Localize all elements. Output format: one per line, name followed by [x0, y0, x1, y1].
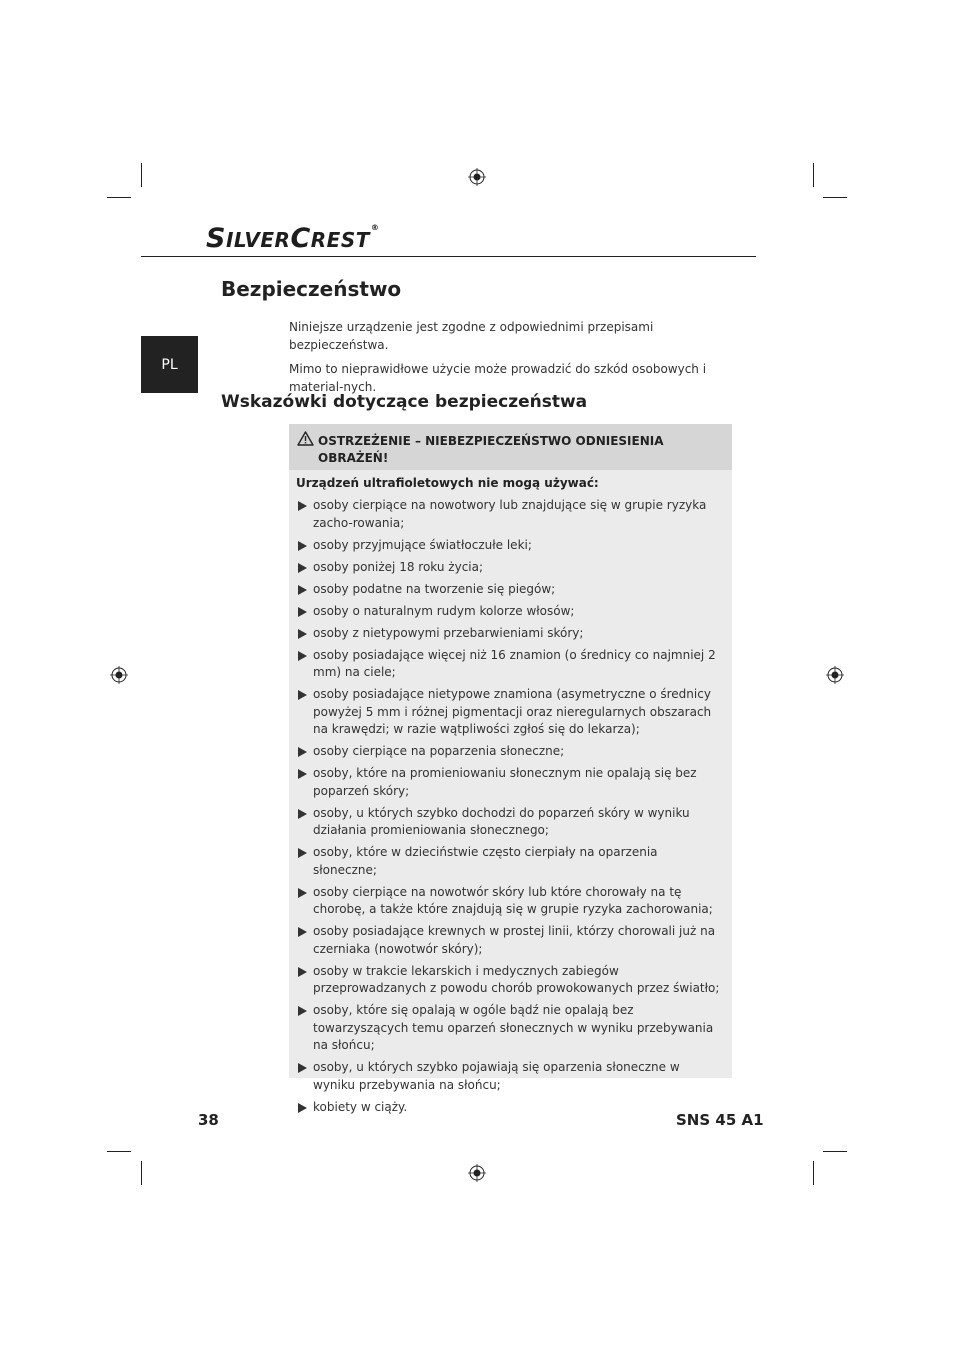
arrow-right-icon [298, 769, 307, 779]
list-item: osoby cierpiące na nowotwór skóry lub które chorowały na tę chorobę, a także które znajdują się w grupie ryzyka zachorowania; [296, 884, 724, 919]
language-tab [141, 336, 198, 393]
intro-text [289, 319, 734, 396]
arrow-right-icon [298, 809, 307, 819]
warning-box [289, 424, 732, 1114]
registration-mark-icon [468, 1164, 486, 1182]
arrow-right-icon [298, 888, 307, 898]
crop-mark [141, 1161, 142, 1185]
brand-logo: SILVERCREST® [206, 223, 380, 254]
arrow-right-icon [298, 967, 307, 977]
crop-mark [813, 163, 814, 187]
list-item: osoby cierpiące na poparzenia słoneczne; [296, 743, 724, 761]
intro-paragraph: Niniejsze urządzenie jest zgodne z odpowiednimi przepisami bezpieczeństwa. [289, 320, 654, 352]
list-item: osoby posiadające nietypowe znamiona (asymetryczne o średnicy powyżej 5 mm i różnej pigmentacji oraz nieregularnych obszarach na krawędzi; w razie wątpliwości zgłoś się do lekarza); [296, 686, 724, 739]
list-item: osoby o naturalnym rudym kolorze włosów; [296, 603, 724, 621]
arrow-right-icon [298, 501, 307, 511]
warning-header [289, 424, 732, 470]
list-item: osoby w trakcie lekarskich i medycznych zabiegów przeprowadzanych z powodu chorób prowokowanych przez światło; [296, 963, 724, 998]
arrow-right-icon [298, 629, 307, 639]
crop-mark [141, 163, 142, 187]
registration-mark-icon [110, 666, 128, 684]
list-item: osoby posiadające więcej niż 16 znamion (o średnicy co najmniej 2 mm) na ciele; [296, 647, 724, 682]
header-divider [141, 256, 756, 257]
arrow-right-icon [298, 651, 307, 661]
arrow-right-icon [298, 1063, 307, 1073]
list-item: kobiety w ciąży. [296, 1099, 724, 1117]
warning-triangle-icon [297, 431, 314, 446]
arrow-right-icon [298, 927, 307, 937]
list-item: osoby podatne na tworzenie się piegów; [296, 581, 724, 599]
subsection-title: Wskazówki dotyczące bezpieczeństwa [221, 392, 588, 412]
warning-list [296, 497, 724, 1121]
intro-paragraph: Mimo to nieprawidłowe użycie może prowadzić do szkód osobowych i material-nych. [289, 362, 707, 394]
list-item: osoby z nietypowymi przebarwieniami skóry; [296, 625, 724, 643]
registration-mark-icon [826, 666, 844, 684]
registration-mark-icon [468, 168, 486, 186]
arrow-right-icon [298, 848, 307, 858]
list-item: osoby, które się opalają w ogóle bądź nie opalają bez towarzyszących temu oparzeń słonecznych w wyniku przebywania na słońcu; [296, 1002, 724, 1055]
arrow-right-icon [298, 747, 307, 757]
list-item: osoby poniżej 18 roku życia; [296, 559, 724, 577]
model-number: SNS 45 A1 [676, 1111, 764, 1129]
crop-mark [823, 1151, 847, 1152]
crop-mark [107, 197, 131, 198]
list-item: osoby, które w dzieciństwie często cierpiały na oparzenia słoneczne; [296, 844, 724, 879]
crop-mark [823, 197, 847, 198]
section-title: Bezpieczeństwo [221, 277, 402, 301]
language-tab-label: PL [161, 356, 178, 373]
list-item: osoby posiadające krewnych w prostej linii, którzy chorowali już na czerniaka (nowotwór skóry); [296, 923, 724, 958]
list-item: osoby cierpiące na nowotwory lub znajdujące się w grupie ryzyka zacho-rowania; [296, 497, 724, 532]
arrow-right-icon [298, 1006, 307, 1016]
list-item: osoby, u których szybko pojawiają się oparzenia słoneczne w wyniku przebywania na słońcu; [296, 1059, 724, 1094]
list-item: osoby przyjmujące światłoczułe leki; [296, 537, 724, 555]
list-item: osoby, u których szybko dochodzi do poparzeń skóry w wyniku działania promieniowania słonecznego; [296, 805, 724, 840]
arrow-right-icon [298, 690, 307, 700]
page-number: 38 [198, 1111, 219, 1129]
warning-title: OSTRZEŻENIE – NIEBEZPIECZEŃSTWO ODNIESIENIA OBRAŻEŃ! [318, 434, 664, 465]
crop-mark [813, 1161, 814, 1185]
list-item: osoby, które na promieniowaniu słonecznym nie opalają się bez poparzeń skóry; [296, 765, 724, 800]
crop-mark [107, 1151, 131, 1152]
arrow-right-icon [298, 563, 307, 573]
warning-subheading: Urządzeń ultrafioletowych nie mogą używać: [296, 476, 599, 490]
arrow-right-icon [298, 607, 307, 617]
arrow-right-icon [298, 1103, 307, 1113]
arrow-right-icon [298, 541, 307, 551]
arrow-right-icon [298, 585, 307, 595]
